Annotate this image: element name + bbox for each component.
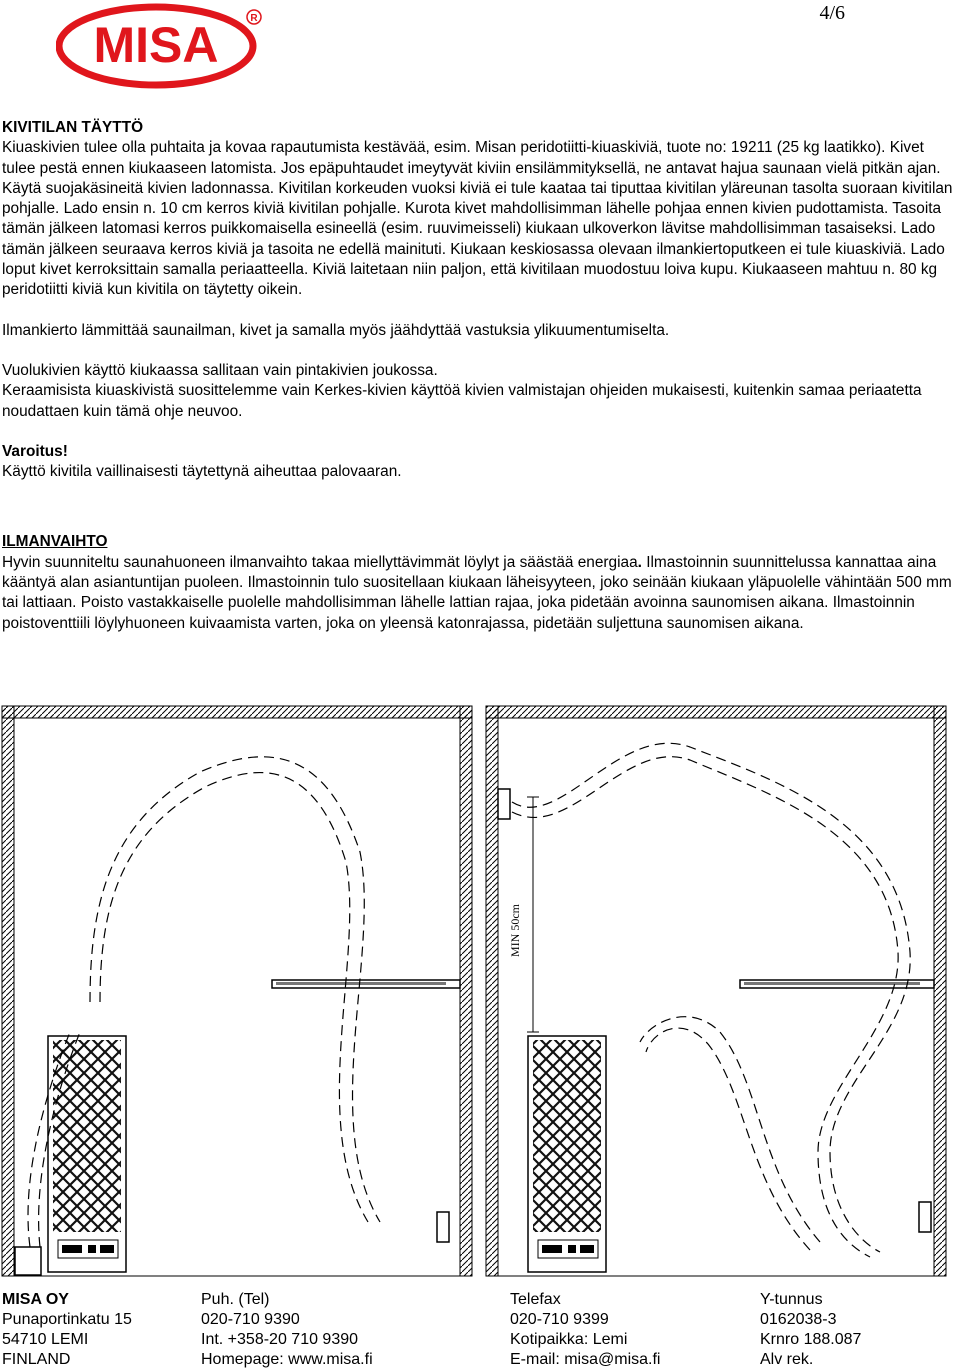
- page-number: 4/6: [819, 2, 845, 24]
- footer-cell: 020-710 9399: [510, 1311, 609, 1328]
- footer-row: [2, 1350, 942, 1370]
- warning-title: Varoitus!: [2, 442, 68, 460]
- footer-homepage[interactable]: Homepage: www.misa.fi: [201, 1351, 373, 1368]
- footer-cell: Telefax: [510, 1291, 561, 1308]
- footer-cell: 54710 LEMI: [2, 1331, 89, 1348]
- footer-cell: Puh. (Tel): [201, 1291, 270, 1308]
- company-footer: [2, 1290, 942, 1370]
- footer-cell: 0162038-3: [760, 1311, 837, 1328]
- ventilation-diagram: [0, 702, 960, 1285]
- room-left: [2, 706, 472, 1276]
- paragraph-stacking: Käytä suojakäsineitä kivien ladonnassa. Kivitilan korkeuden vuoksi kiviä ei tule kaataa tai tiputtaa kivitilan yläreunan tasolta suoraan kivitilan pohjalle. Lado ensin n. 10 cm kerros kiviä kivitilan pohjalle. Kurota kivet mahdollisimman lähelle pohjaa ennen kivien pudottamista. Tasoita tämän jälkeen latomasi kerros puikkomaisella esineellä (esim. ruuvimeisseli) kiukaan ulkoverkon lävitse mahdollisimman tasaiseksi. Lado tämän jälkeen seuraava kerros kiviä ja tasoita ne edellä mainituti. Kiukaan keskiosassa olevaan ilmankiertoputkeen ei tule kiuaskiviä. Lado loput kivet kerroksittain samalla periaatteella. Kiviä laitetaan niin paljon, että kivitilaan muodostuu loiva kupu. Kiukaaseen mahtuu n. 80 kg peridotiitti kiviä kun kivitila on täytetty oikein.: [2, 179, 953, 299]
- room-right: [486, 706, 946, 1276]
- logo-text: MISA: [93, 17, 219, 73]
- section-title-ventilation: ILMANVAIHTO: [2, 533, 108, 551]
- footer-cell: FINLAND: [2, 1351, 71, 1368]
- footer-cell: Y-tunnus: [760, 1291, 823, 1308]
- footer-cell: Punaportinkatu 15: [2, 1311, 132, 1328]
- footer-cell: Krnro 188.087: [760, 1331, 862, 1348]
- paragraph-soapstone: Vuolukivien käyttö kiukaassa sallitaan vain pintakivien joukossa.: [2, 361, 438, 379]
- paragraph-air-circulation: Ilmankierto lämmittää saunailman, kivet ja samalla myös jäähdyttää vastuksia ylikuumentumiselta.: [2, 321, 670, 339]
- footer-row: [2, 1290, 942, 1310]
- footer-cell: Int. +358-20 710 9390: [201, 1331, 359, 1348]
- heater-right: [528, 1036, 606, 1272]
- misa-logo: [56, 2, 266, 97]
- footer-company-name: MISA OY: [2, 1291, 69, 1308]
- paragraph-stones: Kiuaskivien tulee olla puhtaita ja kovaa rapautumista kestävää, esim. Misan peridotiitti-kiuaskiviä, tuote no: 19211 (25 kg laatikko). Kivet tulee pestä ennen kiukaaseen latomista. Jos epäpuhtaudet imeytyvät kiviin ensilämmityksellä, ne antavat hajua saunaan vielä pitkän ajan.: [2, 139, 941, 177]
- misa-logo-graphic: [56, 2, 266, 92]
- warning-text: Käyttö kivitila vaillinaisesti täytettynä aiheuttaa palovaaran.: [2, 463, 402, 481]
- paragraph-ventilation: Hyvin suunniteltu saunahuoneen ilmanvaihto takaa miellyttävimmät löylyt ja säästää energiaa. Ilmastoinnin suunnittelussa kannattaa aina kääntyä alan asiantuntijan puoleen. Ilmastoinnin tulo suositellaan kiukaan läheisyyteen, joko seinään kiukaan yläpuolelle vähintään 500 mm tai lattiaan. Poisto vastakkaiselle puolelle mahdollisimman lähelle lattian rajaa, joka pidetään avoinna saunomisen aikana. Ilmastoinnin poistoventtiili löylyhuoneen kuivaamista varten, joka on yleensä katonrajassa, pidetään suljettuna saunomisen aikana.: [2, 553, 952, 632]
- footer-cell: Alv rek.: [760, 1351, 814, 1368]
- footer-row: [2, 1310, 942, 1330]
- footer-cell: Kotipaikka: Lemi: [510, 1331, 628, 1348]
- footer-row: [2, 1330, 942, 1350]
- min-distance-dimension: [508, 797, 539, 1032]
- paragraph-ceramic: Keraamisista kiuaskivistä suosittelemme vain Kerkes-kivien käyttöä kivien valmistajan ohjeiden mukaisesti, kuitenkin samaa periaatetta noudattaen kuin tämä ohje neuvoo.: [2, 382, 922, 420]
- dimension-label: MIN 50cm: [508, 904, 522, 957]
- svg-text:R: R: [250, 13, 258, 24]
- footer-email[interactable]: E-mail: misa@misa.fi: [510, 1351, 661, 1368]
- heater-left: [48, 1036, 126, 1272]
- main-content: [2, 118, 957, 634]
- footer-cell: 020-710 9390: [201, 1311, 300, 1328]
- section-title-kivitila: KIVITILAN TÄYTTÖ: [2, 119, 144, 136]
